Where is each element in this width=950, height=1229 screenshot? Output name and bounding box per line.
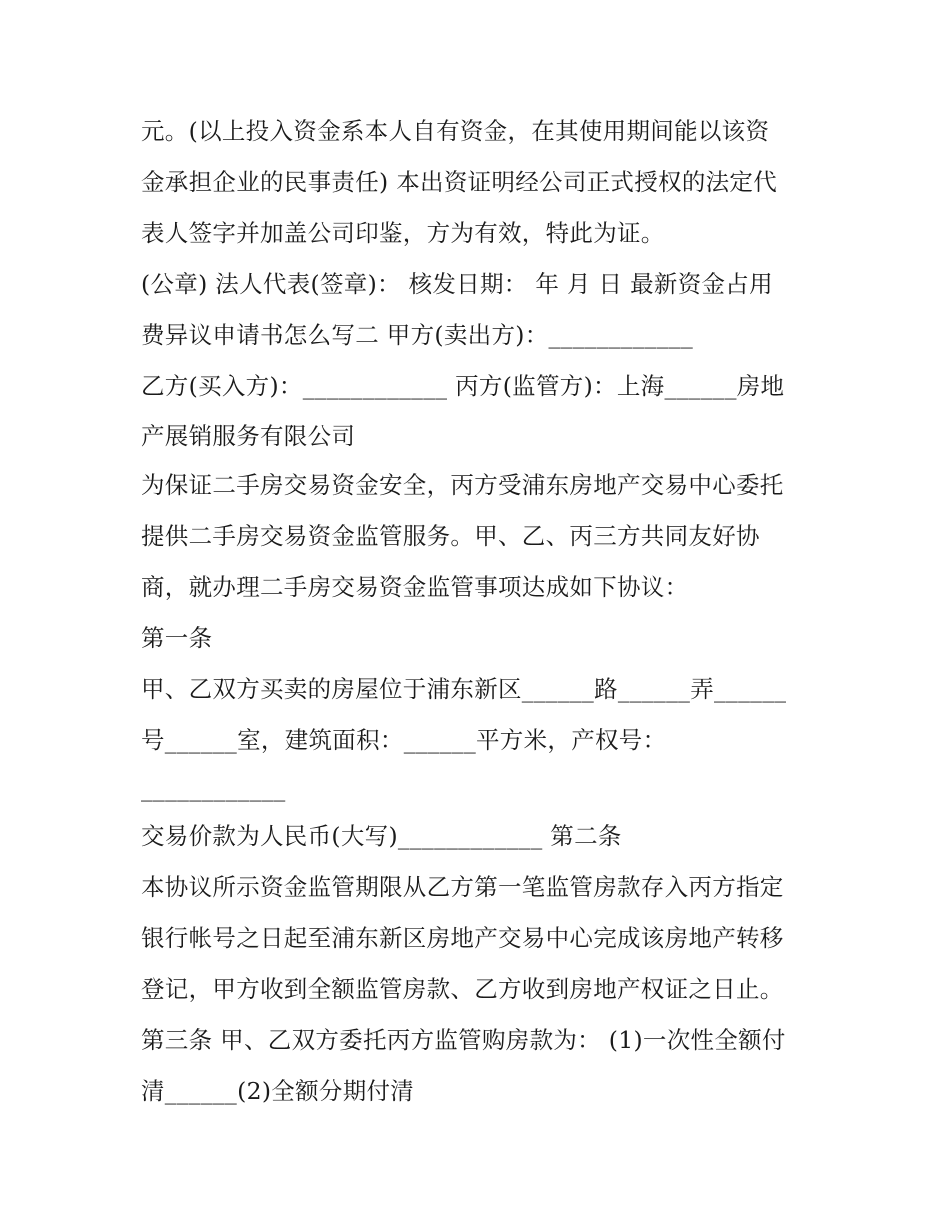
text-line: 第三条 甲、乙双方委托丙方监管购房款为： (1)一次性全额付: [141, 1026, 786, 1054]
text-line: 交易价款为人民币(大写)____________ 第二条: [141, 822, 622, 850]
text-line: 商，就办理二手房交易资金监管事项达成如下协议：: [141, 573, 689, 601]
text-line: 乙方(买入方)：____________ 丙方(监管方)：上海______房地: [141, 372, 785, 400]
document-body: [141, 106, 821, 1117]
text-line: 清______(2)全额分期付清: [141, 1077, 415, 1105]
text-line: 甲、乙双方买卖的房屋位于浦东新区______路______弄______: [141, 675, 787, 703]
text-line: 银行帐号之日起至浦东新区房地产交易中心完成该房地产转移: [141, 924, 784, 952]
text-line: 金承担企业的民事责任) 本出资证明经公司正式授权的法定代: [141, 168, 778, 196]
text-line: 产展销服务有限公司: [141, 422, 356, 450]
text-line: 为保证二手房交易资金安全，丙方受浦东房地产交易中心委托: [141, 471, 784, 499]
text-line: 本协议所示资金监管期限从乙方第一笔监管房款存入丙方指定: [141, 873, 784, 901]
text-line: 表人签字并加盖公司印鉴，方为有效，特此为证。: [141, 219, 665, 247]
text-line: 提供二手房交易资金监管服务。甲、乙、丙三方共同友好协: [141, 522, 760, 550]
text-line: 登记，甲方收到全额监管房款、乙方收到房地产权证之日止。: [141, 975, 784, 1003]
text-line: 费异议申请书怎么写二 甲方(卖出方)：____________: [141, 321, 694, 349]
blank-field-line: ____________: [141, 774, 286, 802]
section-heading: 第一条: [141, 624, 213, 652]
text-line: (公章) 法人代表(签章)： 核发日期： 年 月 日 最新资金占用: [141, 270, 773, 298]
text-line: 号______室，建筑面积：______平方米，产权号：: [141, 726, 667, 754]
text-line: 元。(以上投入资金系本人自有资金，在其使用期间能以该资: [141, 117, 770, 145]
